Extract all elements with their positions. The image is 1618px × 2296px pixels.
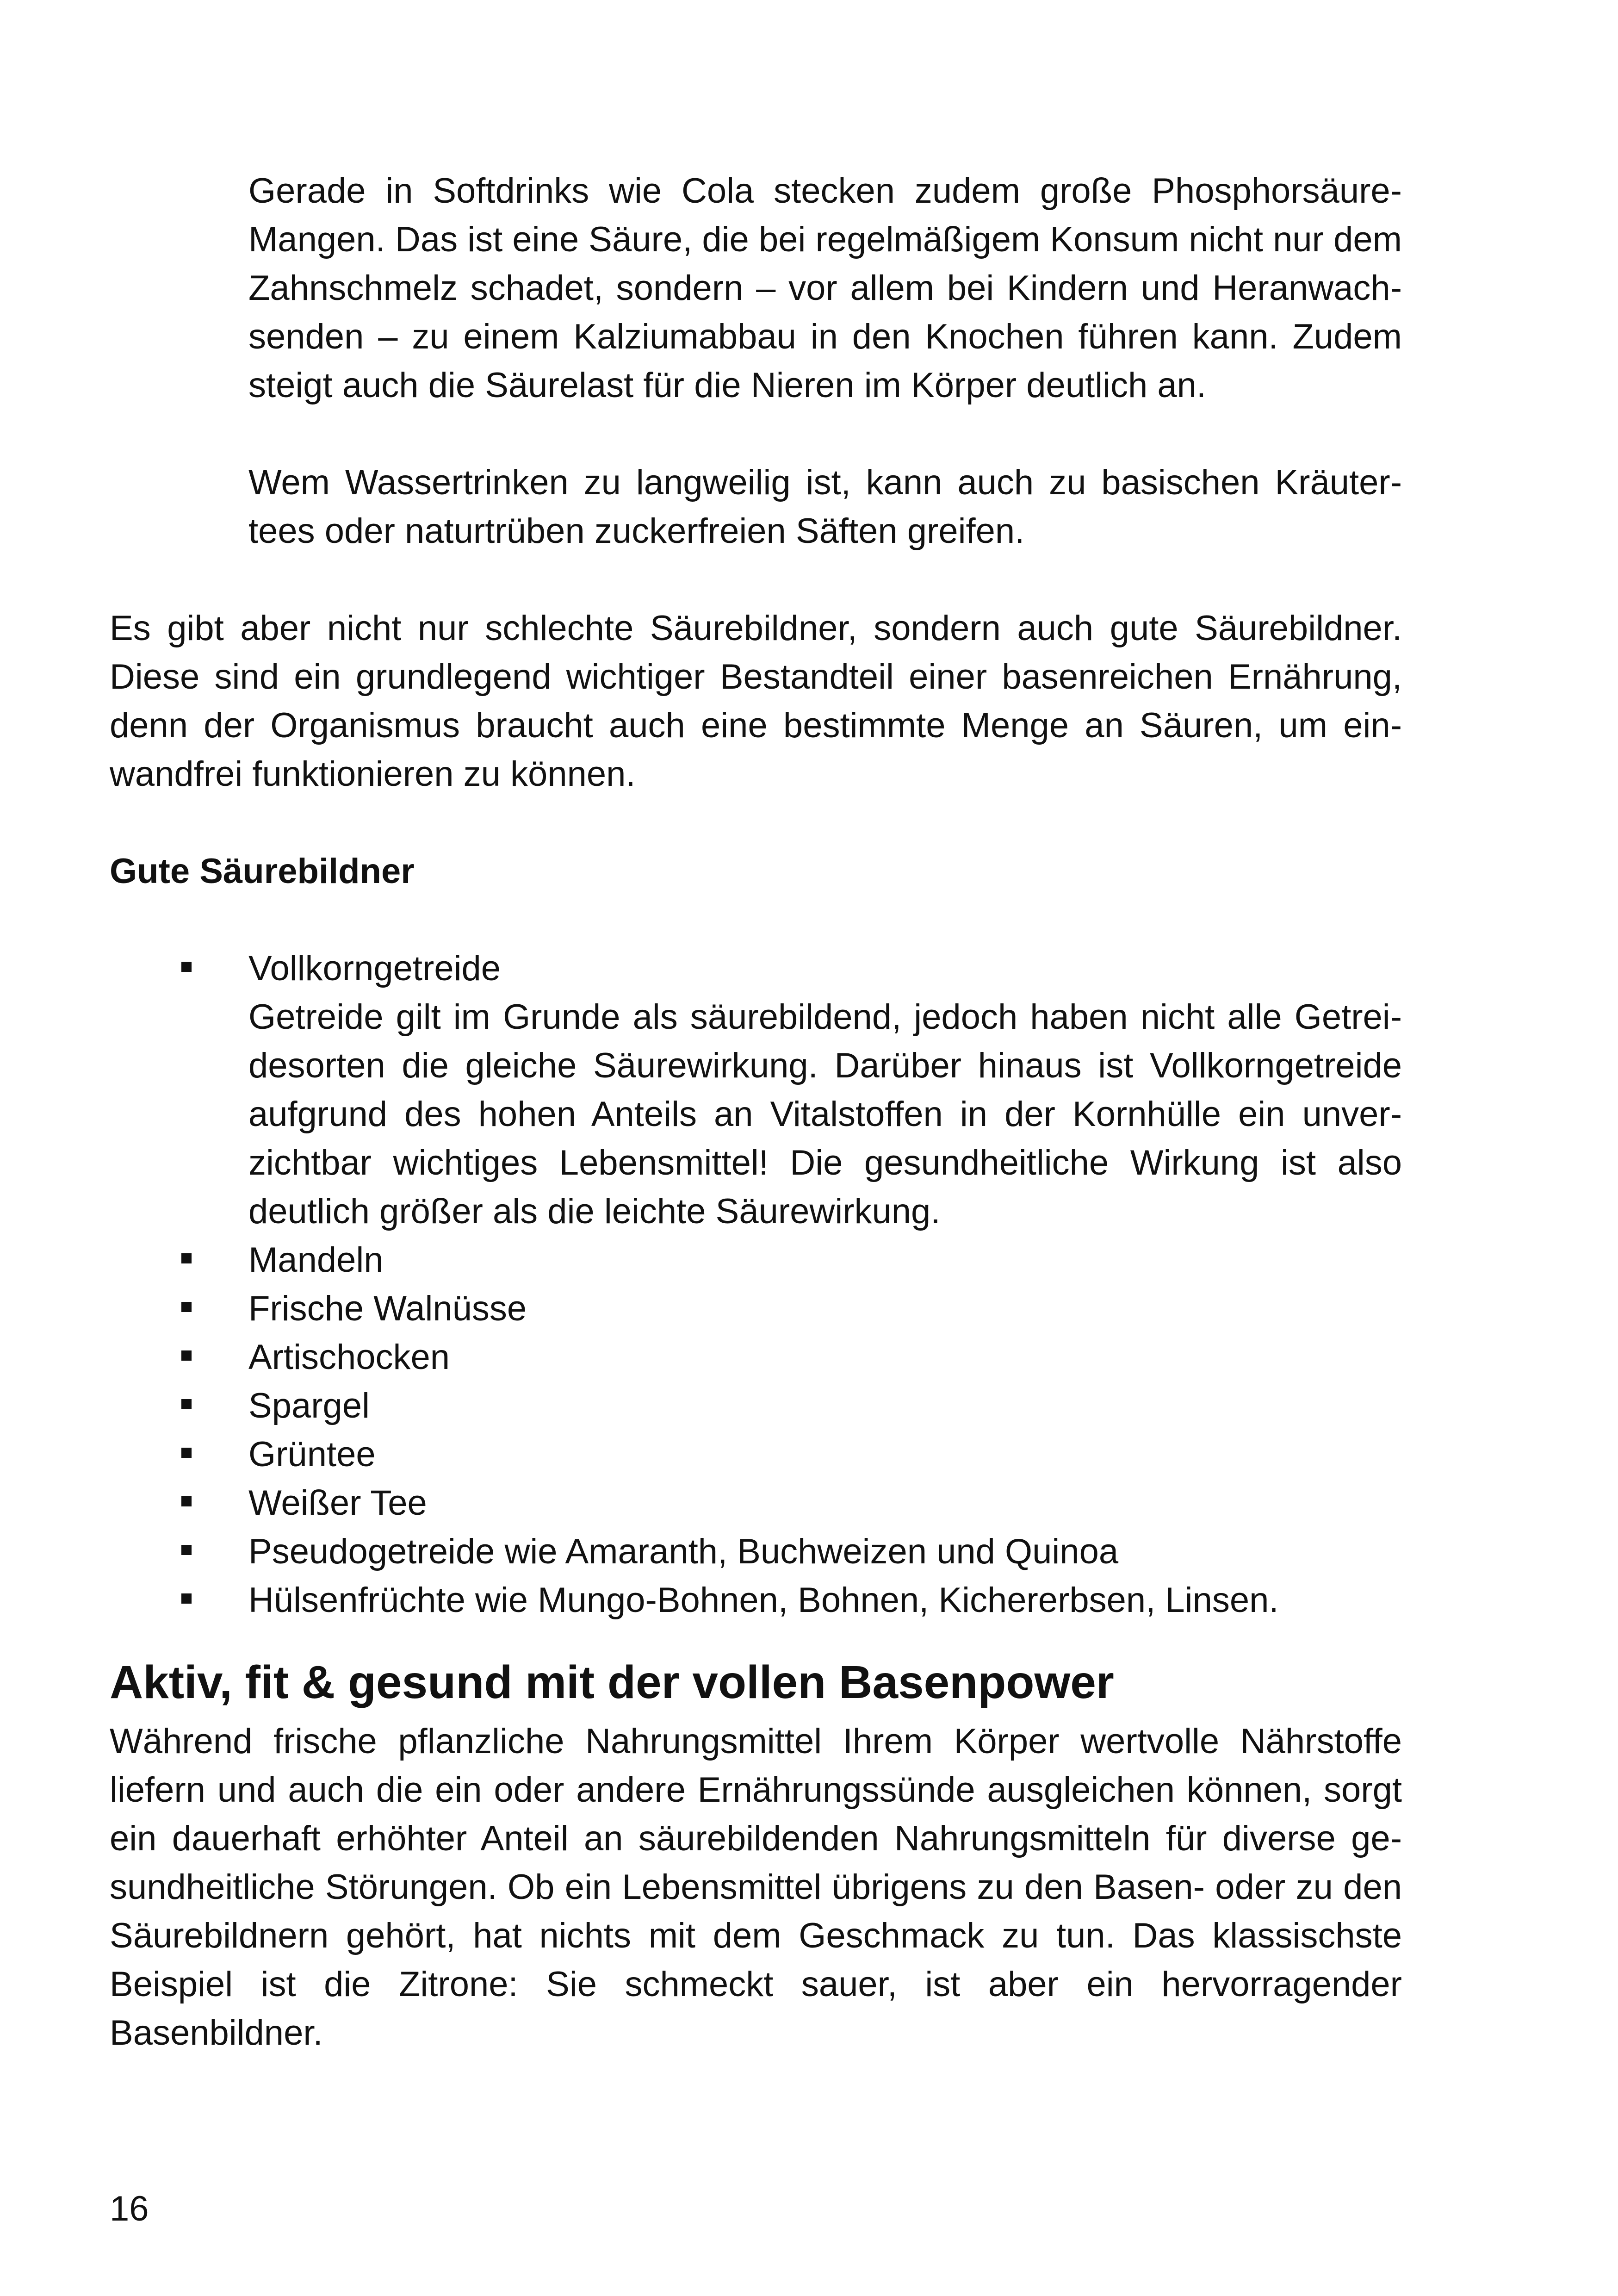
section-heading: Aktiv, fit & gesund mit der vollen Basenpower: [110, 1656, 1114, 1708]
square-bullet-icon: [181, 1302, 192, 1312]
list-item: [110, 944, 1402, 1236]
body-paragraph: Es gibt aber nicht nur schlechte Säurebildner, sondern auch gute Säurebildner. Diese sind ein grundlegend wichtiger Bestandteil einer basenreichen Ernährung, denn der Organismus braucht auch eine bestimmte Menge an Säuren, um einwandfrei funktionieren zu können.: [110, 609, 1402, 794]
list-item: [110, 1381, 1402, 1430]
list-item: [110, 1576, 1402, 1624]
square-bullet-icon: [181, 1496, 192, 1506]
list-item: [110, 1527, 1402, 1576]
list-item-description: Getreide gilt im Grunde als säurebildend, jedoch haben nicht alle Getreidesorten die gleiche Säurewirkung. Darüber hinaus ist Vollkorngetreide aufgrund des hohen Anteils an Vitalstoffen in der Kornhülle ein unverzichtbar wichtiges Lebensmittel! Die gesundheitliche Wirkung ist also deutlich größer als die leichte Säurewirkung.: [248, 997, 1402, 1231]
square-bullet-icon: [181, 1350, 192, 1361]
square-bullet-icon: [181, 962, 192, 972]
food-list: [110, 944, 1402, 1624]
page-content: [110, 167, 1402, 2057]
section-paragraph: Während frische pflanzliche Nahrungsmittel Ihrem Körper wertvolle Nährstoffe liefern und auch die ein oder andere Ernährungssünde ausgleichen können, sorgt ein dauerhaft erhöhter Anteil an säurebildenden Nahrungsmitteln für diverse gesundheitliche Störungen. Ob ein Lebensmittel übrigens zu den Basen- oder zu den Säurebildnern gehört, hat nichts mit dem Geschmack zu tun. Das klassischste Beispiel ist die Zitrone: Sie schmeckt sauer, ist aber ein hervorragender Basenbildner.: [110, 1722, 1402, 2053]
list-item-title: Vollkorngetreide: [248, 949, 501, 988]
list-item: [110, 1236, 1402, 1284]
square-bullet-icon: [181, 1593, 192, 1604]
list-item-title: Artischocken: [248, 1338, 450, 1377]
intro-paragraph-1: Gerade in Softdrinks wie Cola stecken zudem große Phosphorsäure-Mangen. Das ist eine Säure, die bei regelmäßigem Konsum nicht nur dem Zahnschmelz schadet, sondern – vor allem bei Kindern und Heranwachsenden – zu einem Kalziumabbau in den Knochen führen kann. Zudem steigt auch die Säurelast für die Nieren im Körper deutlich an.: [248, 171, 1402, 405]
subheading: Gute Säurebildner: [110, 852, 415, 891]
list-item: [110, 1333, 1402, 1381]
square-bullet-icon: [181, 1448, 192, 1458]
list-item-title: Spargel: [248, 1386, 370, 1425]
list-item-title: Frische Walnüsse: [248, 1289, 527, 1328]
square-bullet-icon: [181, 1399, 192, 1409]
square-bullet-icon: [181, 1253, 192, 1263]
list-item-title: Hülsenfrüchte wie Mungo-Bohnen, Bohnen, Kichererbsen, Linsen.: [248, 1580, 1279, 1620]
list-item: [110, 1479, 1402, 1527]
page-number: 16: [110, 2189, 149, 2228]
intro-paragraph-2: Wem Wassertrinken zu langweilig ist, kann auch zu basischen Kräutertees oder naturtrüben zuckerfreien Säften greifen.: [248, 463, 1402, 551]
square-bullet-icon: [181, 1545, 192, 1555]
list-item-title: Pseudogetreide wie Amaranth, Buchweizen und Quinoa: [248, 1532, 1119, 1571]
list-item-title: Weißer Tee: [248, 1483, 427, 1523]
list-item-title: Mandeln: [248, 1240, 384, 1280]
list-item: [110, 1430, 1402, 1479]
list-item: [110, 1284, 1402, 1333]
list-item-title: Grüntee: [248, 1435, 376, 1474]
